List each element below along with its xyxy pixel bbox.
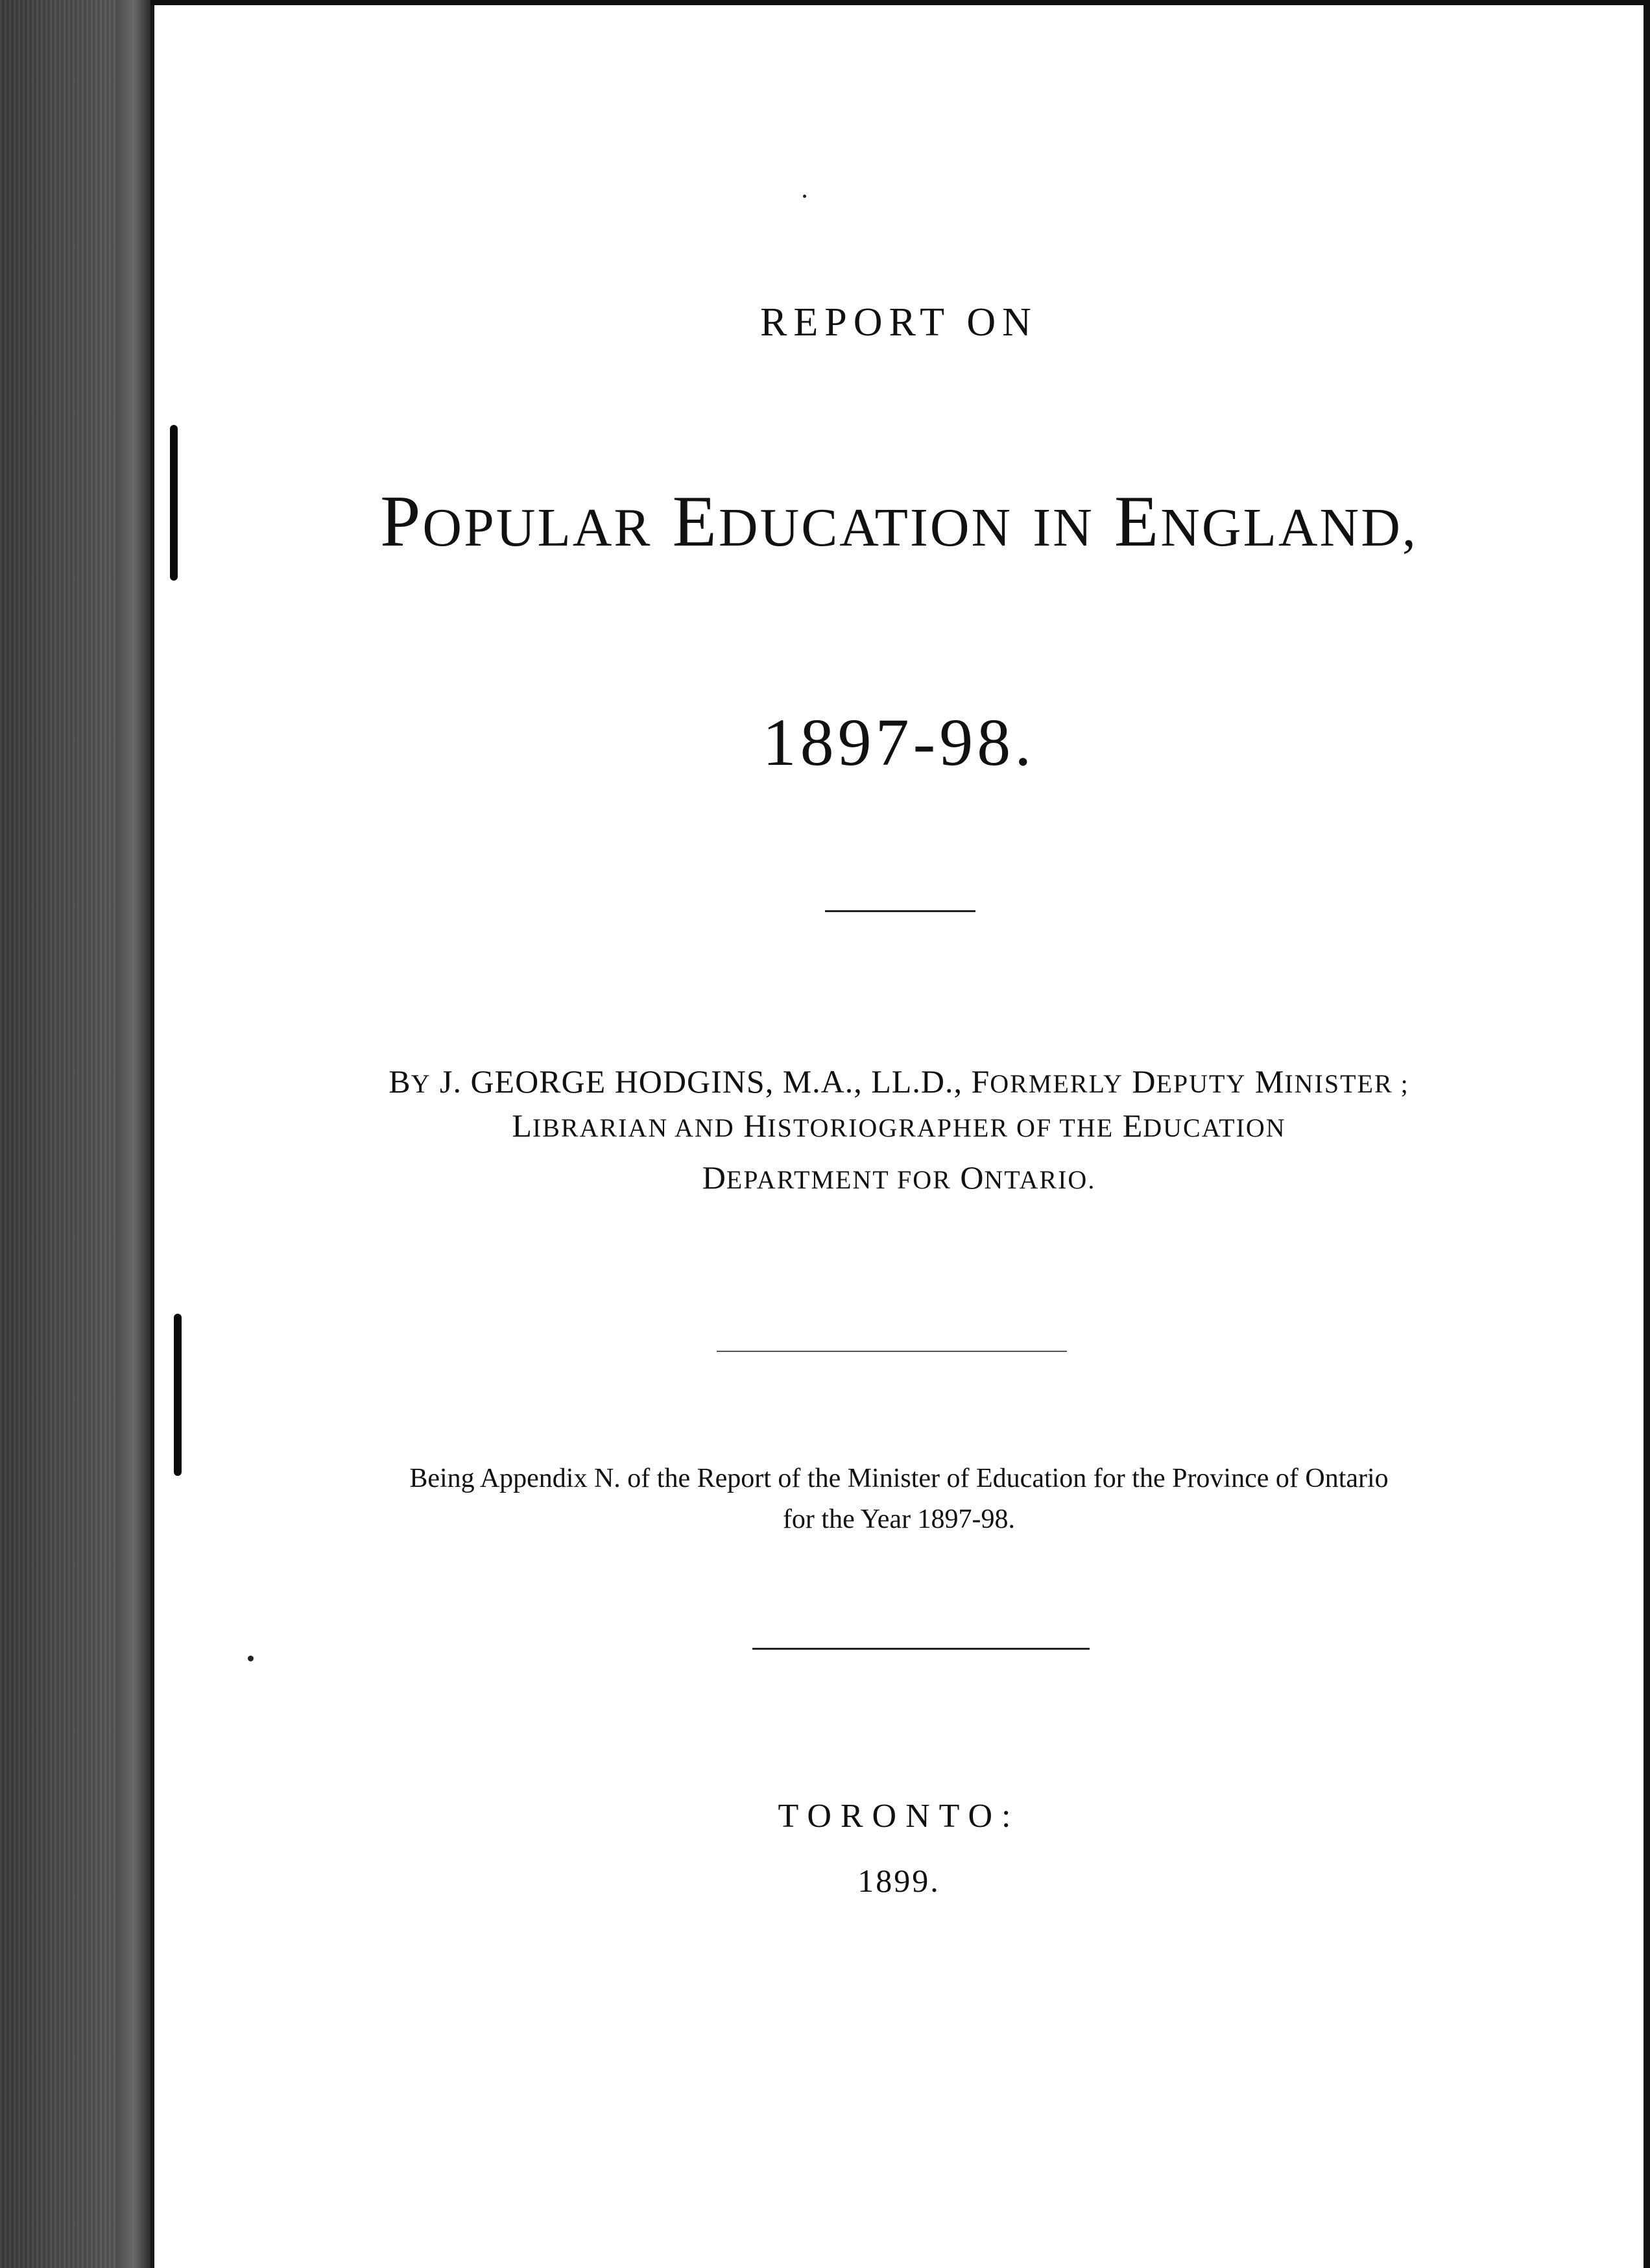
divider-rule bbox=[717, 1351, 1067, 1352]
author-line-2 bbox=[154, 1107, 1644, 1147]
author-name: J. GEORGE HODGINS, M.A., LL.D., bbox=[439, 1063, 963, 1100]
year-range-text: 1897-98. bbox=[762, 705, 1036, 780]
appendix-text: for the Year 1897-98. bbox=[782, 1504, 1016, 1534]
divider-rule bbox=[825, 910, 975, 912]
author-text: B bbox=[389, 1063, 411, 1100]
author-text: IBRARIAN AND bbox=[532, 1113, 735, 1142]
appendix-text: Being Appendix N. of the Report of the Minister of Education for the Province of Ontario bbox=[409, 1464, 1389, 1493]
title-initial: E bbox=[1114, 481, 1161, 562]
report-on-text: REPORT ON bbox=[760, 300, 1038, 344]
title-initial: E bbox=[672, 481, 719, 562]
title-initial: P bbox=[380, 481, 423, 562]
author-text: D bbox=[1132, 1063, 1156, 1100]
author-text: DUCATION bbox=[1143, 1113, 1286, 1142]
title-word: IN bbox=[1033, 498, 1094, 558]
author-text: L bbox=[512, 1107, 532, 1144]
page-edge-top bbox=[150, 0, 1650, 5]
main-title bbox=[154, 480, 1644, 564]
author-text: EPARTMENT FOR bbox=[726, 1165, 951, 1194]
imprint-place-text: TORONTO: bbox=[778, 1798, 1020, 1835]
author-line-1 bbox=[154, 1063, 1644, 1103]
title-word: NGLAND, bbox=[1160, 498, 1418, 558]
staple-bottom bbox=[174, 1314, 182, 1476]
divider-rule bbox=[752, 1648, 1090, 1650]
imprint-place bbox=[154, 1797, 1644, 1835]
author-text: INISTER ; bbox=[1284, 1069, 1409, 1098]
report-on-heading bbox=[154, 300, 1644, 346]
appendix-line-2 bbox=[154, 1504, 1644, 1535]
author-text: E bbox=[1122, 1107, 1143, 1144]
author-text: NTARIO. bbox=[984, 1165, 1096, 1194]
author-text: F bbox=[971, 1063, 990, 1100]
appendix-line-1 bbox=[154, 1463, 1644, 1494]
title-word: DUCATION bbox=[718, 498, 1013, 558]
author-text: EPUTY bbox=[1156, 1069, 1247, 1098]
imprint-year bbox=[154, 1862, 1644, 1900]
author-text: ORMERLY bbox=[990, 1069, 1123, 1098]
author-text: Y bbox=[411, 1069, 431, 1098]
author-text: ISTORIOGRAPHER OF THE bbox=[767, 1113, 1114, 1142]
author-text: M bbox=[1254, 1063, 1285, 1100]
year-range bbox=[154, 704, 1644, 781]
speck bbox=[803, 195, 806, 198]
title-word: OPULAR bbox=[422, 498, 652, 558]
author-line-3 bbox=[154, 1159, 1644, 1199]
author-text: O bbox=[960, 1159, 985, 1196]
binding-edge bbox=[117, 0, 150, 2268]
page-edge-right bbox=[1644, 0, 1650, 2268]
author-text: D bbox=[702, 1159, 726, 1196]
author-text: H bbox=[743, 1107, 768, 1144]
speck bbox=[248, 1656, 254, 1661]
imprint-year-text: 1899. bbox=[857, 1863, 940, 1899]
